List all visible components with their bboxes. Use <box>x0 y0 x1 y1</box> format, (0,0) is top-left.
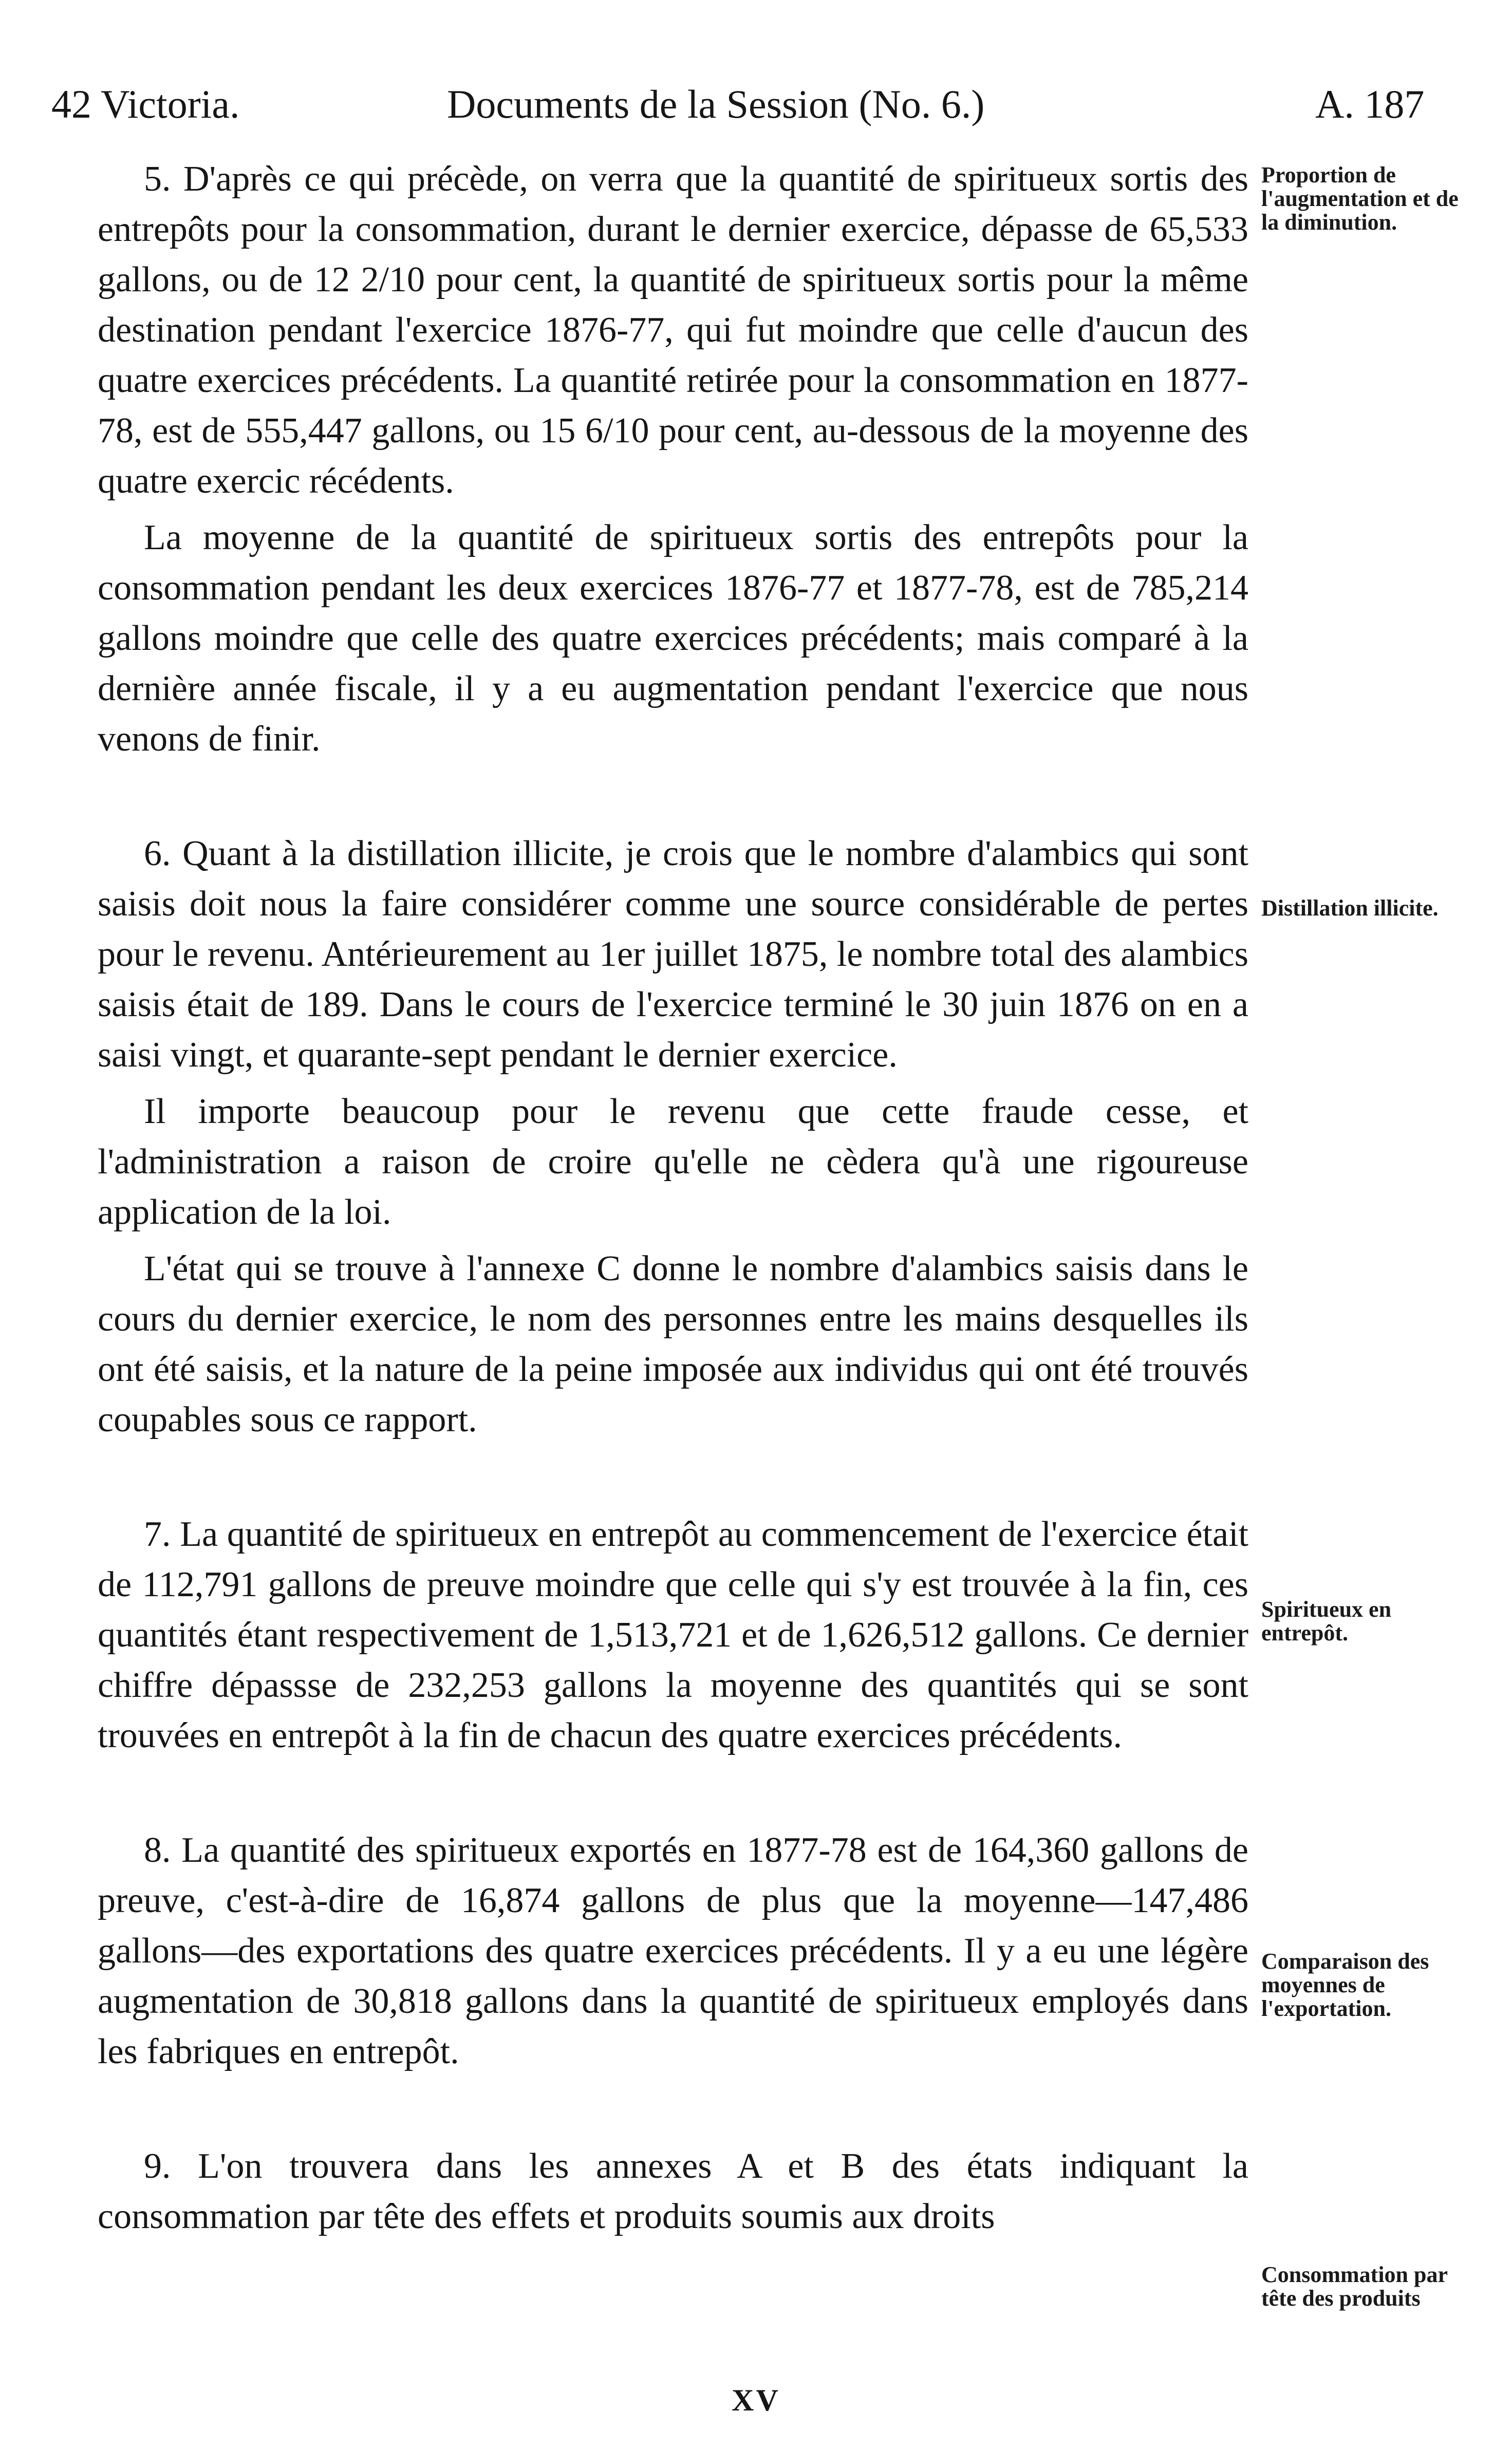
page-number: XV <box>732 2383 780 2417</box>
paragraph-8: 8. La quantité des spiritueux exportés en 1877-78 est de 164,360 gallons de preuve, c'est-à-dire de 16,874 gallons de plus que la moyenne—147,486 gallons—des exportations des quatre exercices précédents. Il y a eu une légère augmentation de 30,818 gallons dans la quantité de spiritueux employés dans les fabriques en entrepôt. <box>98 1830 1248 2071</box>
marginal-note-proportion: Proportion de l'augmentation et de la diminution. <box>1261 162 1459 235</box>
marginal-note-consommation: Consommation par tête des produits <box>1261 2262 1448 2311</box>
header-document-title: Documents de la Session (No. 6.) <box>447 82 985 126</box>
paragraph-6-fraud: Il importe beaucoup pour le revenu que cette fraude cesse, et l'administration a raison de croire qu'elle ne cèdera qu'à une rigoureuse application de la loi. <box>98 1092 1248 1232</box>
marginal-note-entrepot: Spiritueux en entrepôt. <box>1261 1597 1392 1646</box>
paragraph-5: 5. D'après ce qui précède, on verra que la quantité de spiritueux sortis des entrepôts pour la consommation, durant le dernier exercice, dépasse de 65,533 gallons, ou de 12 2/10 pour cent, la quantité de spiritueux sortis pour la même destination pendant l'exercice 1876-77, qui fut moindre que celle d'aucun des quatre exercices précédents. La quantité retirée pour la consommation en 1877-78, est de 555,447 gallons, ou 15 6/10 pour cent, au-dessous de la moyenne des quatre exercic récédents. <box>98 159 1248 501</box>
header-session-label: 42 Victoria. <box>51 82 240 126</box>
running-header <box>0 76 1512 133</box>
paragraph-9: 9. L'on trouvera dans les annexes A et B des états indiquant la consommation par tête des effets et produits soumis aux droits <box>98 2146 1248 2236</box>
paragraph-7: 7. La quantité de spiritueux en entrepôt au commencement de l'exercice était de 112,791 gallons de preuve moindre que celle qui s'y est trouvée à la fin, ces quantités étant respectivement de 1,513,721 et de 1,626,512 gallons. Ce dernier chiffre dépassse de 232,253 gallons la moyenne des quantités qui se sont trouvées en entrepôt à la fin de chacun des quatre exercices précédents. <box>98 1515 1248 1755</box>
paragraph-5-continued: La moyenne de la quantité de spiritueux sortis des entrepôts pour la consommation pendant les deux exercices 1876-77 et 1877-78, est de 785,214 gallons moindre que celle des quatre exercices précédents; mais comparé à la dernière année fiscale, il y a eu augmentation pendant l'exercice que nous venons de finir. <box>98 518 1248 759</box>
marginal-note-comparaison: Comparaison des moyennes de l'exportation. <box>1261 1949 1429 2021</box>
paragraph-6: 6. Quant à la distillation illicite, je crois que le nombre d'alambics qui sont saisis doit nous la faire considérer comme une source considérable de pertes pour le revenu. Antérieurement au 1er juillet 1875, le nombre total des alambics saisis était de 189. Dans le cours de l'exercice terminé le 30 juin 1876 on en a saisi vingt, et quarante-sept pendant le dernier exercice. <box>98 834 1248 1075</box>
marginal-note-distillation: Distillation illicite. <box>1261 895 1439 921</box>
paragraph-6-annex: L'état qui se trouve à l'annexe C donne le nombre d'alambics saisis dans le cours du dernier exercice, le nom des personnes entre les mains desquelles ils ont été saisis, et la nature de la peine imposée aux individus qui ont été trouvés coupables sous ce rapport. <box>98 1249 1248 1440</box>
header-page-code: A. 187 <box>1315 82 1425 126</box>
main-text <box>98 154 1248 2242</box>
